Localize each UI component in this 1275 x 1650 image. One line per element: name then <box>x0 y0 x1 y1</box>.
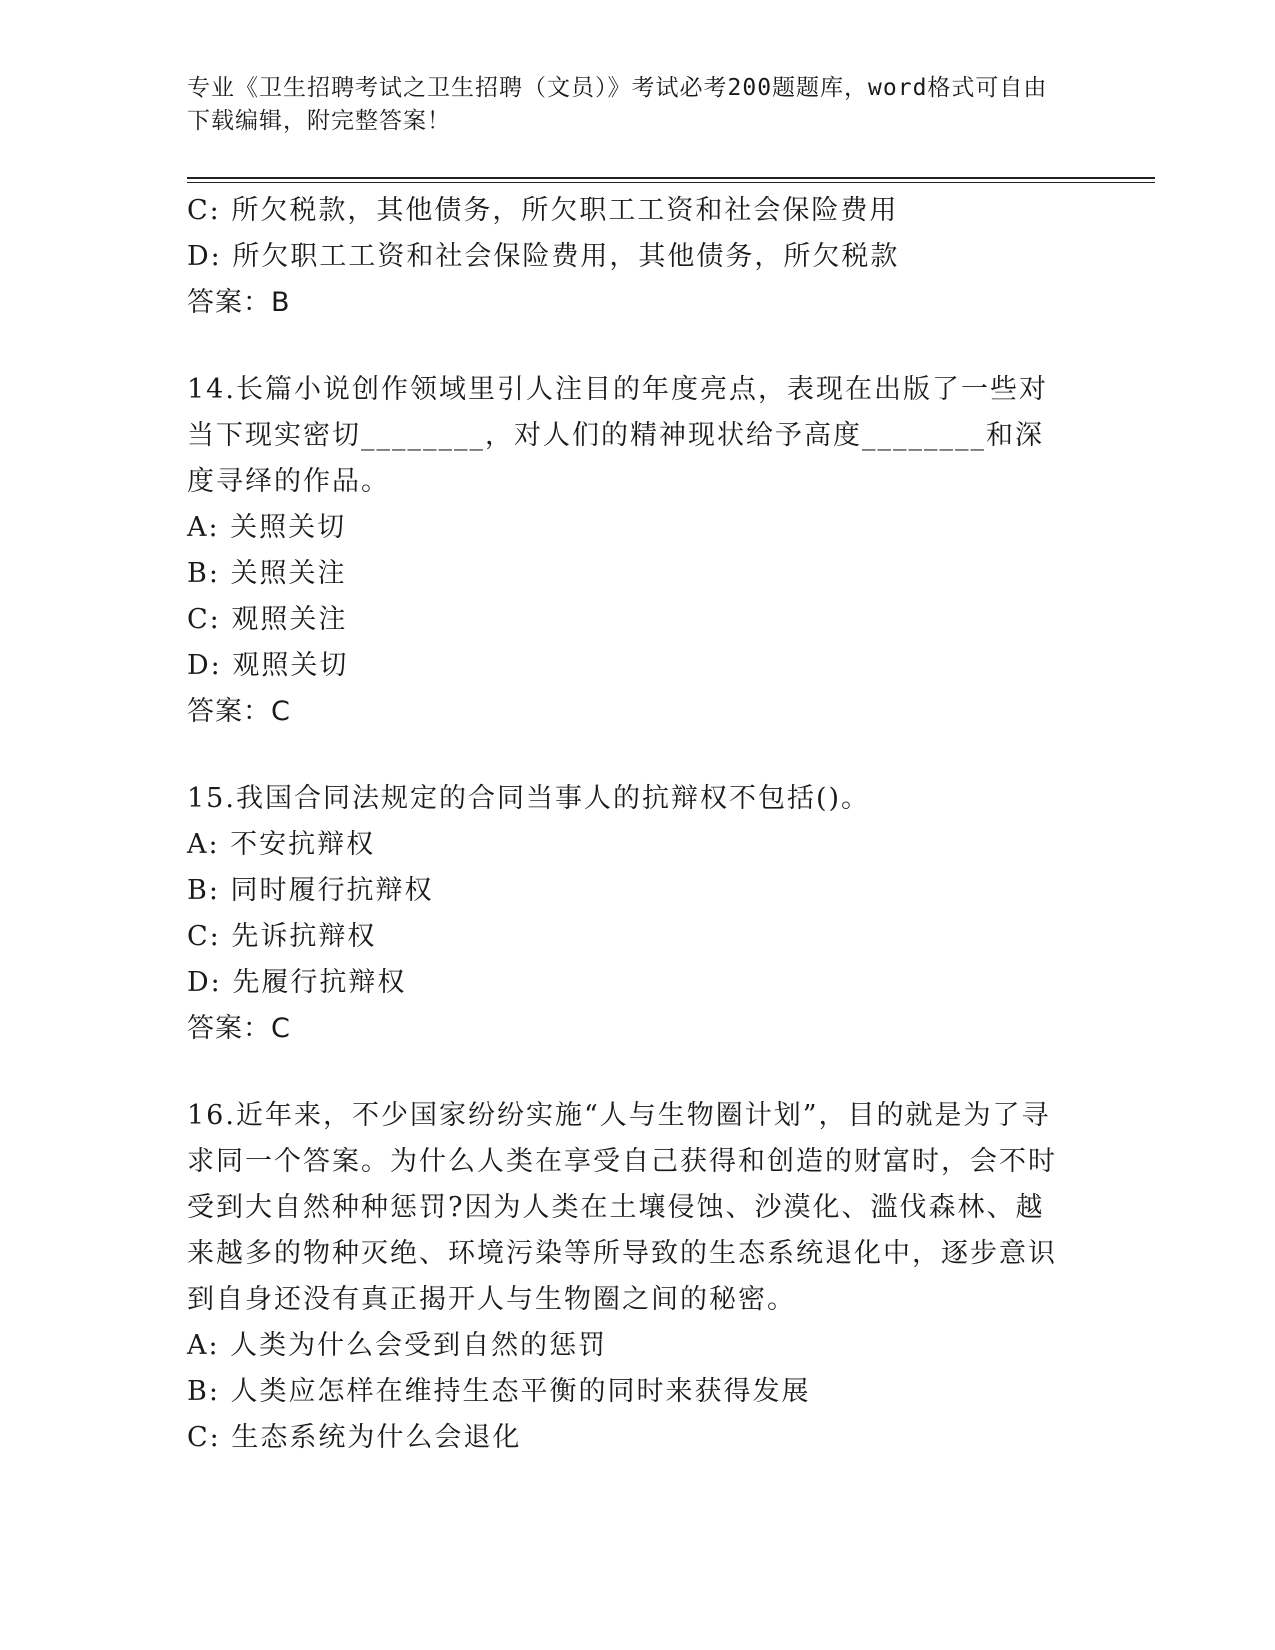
spacer <box>187 1052 1087 1093</box>
question-block <box>187 367 1087 735</box>
question-block <box>187 776 1087 1052</box>
option-c: C: 所欠税款，其他债务，所欠职工工资和社会保险费用 <box>187 195 899 226</box>
question-stem: 15.我国合同法规定的合同当事人的抗辩权不包括()。 <box>187 783 871 814</box>
question-stem: 14.长篇小说创作领域里引人注目的年度亮点，表现在出版了一些对当下现实密切________，对人们的精神现状给予高度________和深度寻绎的作品。 <box>187 374 1048 497</box>
option-d: D: 所欠职工工资和社会保险费用，其他债务，所欠税款 <box>187 241 900 272</box>
document-header: 专业《卫生招聘考试之卫生招聘（文员）》考试必考200题题库，word格式可自由下载编辑，附完整答案！ <box>187 75 1048 134</box>
question-list <box>187 188 1087 1461</box>
header-divider-thin <box>187 182 1155 183</box>
option-c: C: 生态系统为什么会退化 <box>187 1422 522 1453</box>
option-b: B: 同时履行抗辩权 <box>187 875 434 906</box>
option-b: B: 关照关注 <box>187 558 347 589</box>
option-a: A: 关照关切 <box>187 512 347 543</box>
question-block <box>187 1093 1087 1461</box>
option-b: B: 人类应怎样在维持生态平衡的同时来获得发展 <box>187 1376 811 1407</box>
answer-line: 答案：C <box>187 1013 291 1044</box>
answer-line: 答案：B <box>187 287 291 318</box>
option-c: C: 观照关注 <box>187 604 348 635</box>
option-c: C: 先诉抗辩权 <box>187 921 377 952</box>
answer-line: 答案：C <box>187 696 291 727</box>
option-a: A: 人类为什么会受到自然的惩罚 <box>187 1330 608 1361</box>
spacer <box>187 326 1087 367</box>
option-d: D: 观照关切 <box>187 650 349 681</box>
question-stem: 16.近年来，不少国家纷纷实施“人与生物圈计划”，目的就是为了寻求同一个答案。为什么人类在享受自己获得和创造的财富时，会不时受到大自然种种惩罚?因为人类在土壤侵蚀、沙漠化、滥伐森林、越来越多的物种灭绝、环境污染等所导致的生态系统退化中，逐步意识到自身还没有真正揭开人与生物圈之间的秘密。 <box>187 1100 1057 1315</box>
option-d: D: 先履行抗辩权 <box>187 967 407 998</box>
spacer <box>187 735 1087 776</box>
header-divider-thick <box>187 177 1155 179</box>
option-a: A: 不安抗辩权 <box>187 829 376 860</box>
prev-question-block <box>187 188 1087 326</box>
